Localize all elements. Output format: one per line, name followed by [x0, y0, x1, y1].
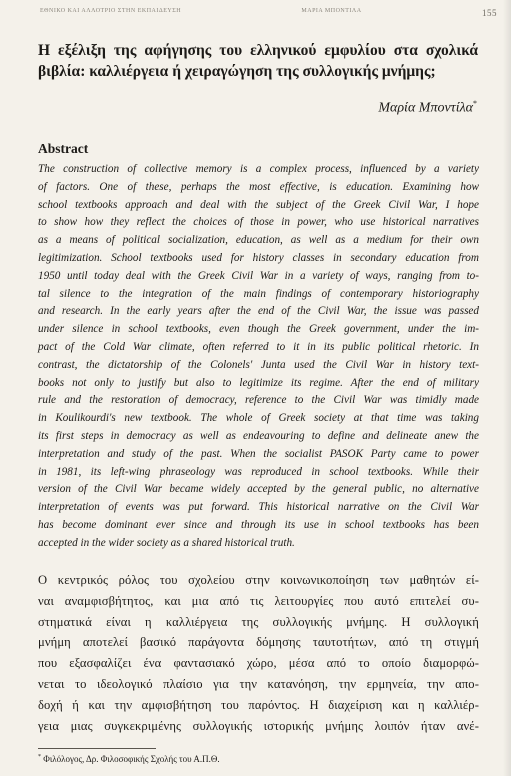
abstract-line: 1950 until today deal with the Greek Civil War in a variety of ways, ranging from to- [38, 269, 479, 282]
abstract-line: interpretation and study of the past. When the socialist PASOK Party came to power [38, 447, 479, 460]
article-title [38, 40, 478, 82]
author [378, 99, 477, 117]
abstract-line: legitimization. School textbooks used for history classes in secondary education from [38, 251, 479, 264]
running-header-right: ΜΑΡΙΑ ΜΠΟΝΤΙΛΑ [301, 8, 362, 14]
abstract-line: to show how they reflect the choices of those in power, who use historical narratives [38, 216, 479, 229]
running-header [40, 8, 497, 18]
body-line: μνήμη αποτελεί βασικό παράγοντα δόμησης ταυτοτήτων, από τη στιγμή [38, 635, 479, 650]
body-line: νεται το ιδεολογικό πλαίσιο για την κατανόηση, την ερμηνεία, την απο- [38, 676, 479, 691]
abstract-line: its first steps in democracy as well as endeavouring to define and delineate anew the [38, 429, 479, 442]
body-line: δοχή ή και την αμφισβήτηση του παρόντος. Η διαχείριση και η καλλιέρ- [38, 697, 479, 712]
abstract-line: accepted in the wider society as a shared historical truth. [38, 536, 295, 549]
title-line-2: βιβλία: καλλιέργεια ή χειραγώγηση της συλλογικής μνήμης; [38, 63, 436, 80]
body-line: γεια μιας συγκεκριμένης συλλογικής ιστορικής μνήμης λοιπόν ήταν ανέ- [38, 718, 479, 733]
abstract-line: in Koulikourdi's new textbook. The whole of Greek society at that time was taking [38, 412, 479, 425]
title-line-1: Η εξέλιξη της αφήγησης του ελληνικού εμφυλίου στα σχολικά [38, 42, 478, 59]
abstract-line: contrast, the dictatorship of the Colonels' Junta used the Civil War in history text- [38, 358, 479, 371]
abstract-line: tal silence to the integration of the main findings of contemporary historiography [38, 287, 479, 300]
abstract-line: in 1981, its left-wing phraseology was reproduced in school textbooks. While their [38, 465, 479, 478]
abstract-line: books not only to justify but also to legitimize its regime. After the end of military [38, 376, 479, 389]
running-header-left: ΕΘΝΙΚΟ ΚΑΙ ΑΛΛΟΤΡΙΟ ΣΤΗΝ ΕΚΠΑΙΔΕΥΣΗ [40, 8, 182, 14]
abstract-line: school textbooks approach and deal with the subject of the Greek Civil War, I hope [38, 198, 479, 211]
abstract-text [38, 161, 479, 553]
abstract-line: interpretation of events was put forward. This historical narrative on the Civil War [38, 501, 479, 514]
abstract-line: rule and the restoration of democracy, reference to the Civil War was timidly made [38, 394, 479, 407]
abstract-line: of factors. One of these, perhaps the most effective, is education. Examining how [38, 180, 479, 193]
abstract-line: The construction of collective memory is a complex process, influenced by a variety [38, 163, 479, 175]
abstract-heading: Abstract [38, 141, 89, 156]
abstract-line: has become dominant ever since and through its use in school textbooks has been [38, 518, 479, 531]
body-text [38, 570, 479, 736]
abstract-line: version of the Civil War became widely accepted by the general public, no alternative [38, 483, 479, 496]
footnote [38, 754, 220, 764]
abstract-line: as a means of political socialization, education, as well as a medium for their own [38, 234, 479, 247]
author-footnote-mark: * [473, 99, 477, 108]
author-name: Μαρία Μποντίλα [378, 100, 473, 116]
page-number: 155 [481, 8, 497, 18]
body-line: που εξασφαλίζει ένα φαντασιακό χώρο, μέσα από το οποίο διαμορφώ- [38, 656, 479, 671]
body-line: Ο κεντρικός ρόλος του σχολείου στην κοινωνικοποίηση των μαθητών εί- [38, 573, 479, 587]
abstract-line: under silence in school textbooks, even though the Greek government, under the im- [38, 323, 479, 336]
footnote-mark: * [38, 754, 41, 760]
footnote-text: Φιλόλογος, Δρ. Φιλοσοφικής Σχολής του Α.Π.Θ. [43, 754, 220, 764]
scan-shadow-edge [503, 0, 511, 776]
abstract-line: pact of the Cold War climate, often referred to it in its public political rhetoric. In [38, 340, 479, 353]
body-line: στηματικά είναι η καλλιέργεια της συλλογικής μνήμης. Η συλλογική [38, 614, 479, 629]
abstract-line: and research. In the early years after the end of the Civil War, the issue was passed [38, 305, 479, 318]
body-line: ναι αναμφισβήτητος, και μια από τις λειτουργίες που αυτό επιτελεί συ- [38, 593, 479, 608]
footnote-divider [38, 748, 156, 749]
